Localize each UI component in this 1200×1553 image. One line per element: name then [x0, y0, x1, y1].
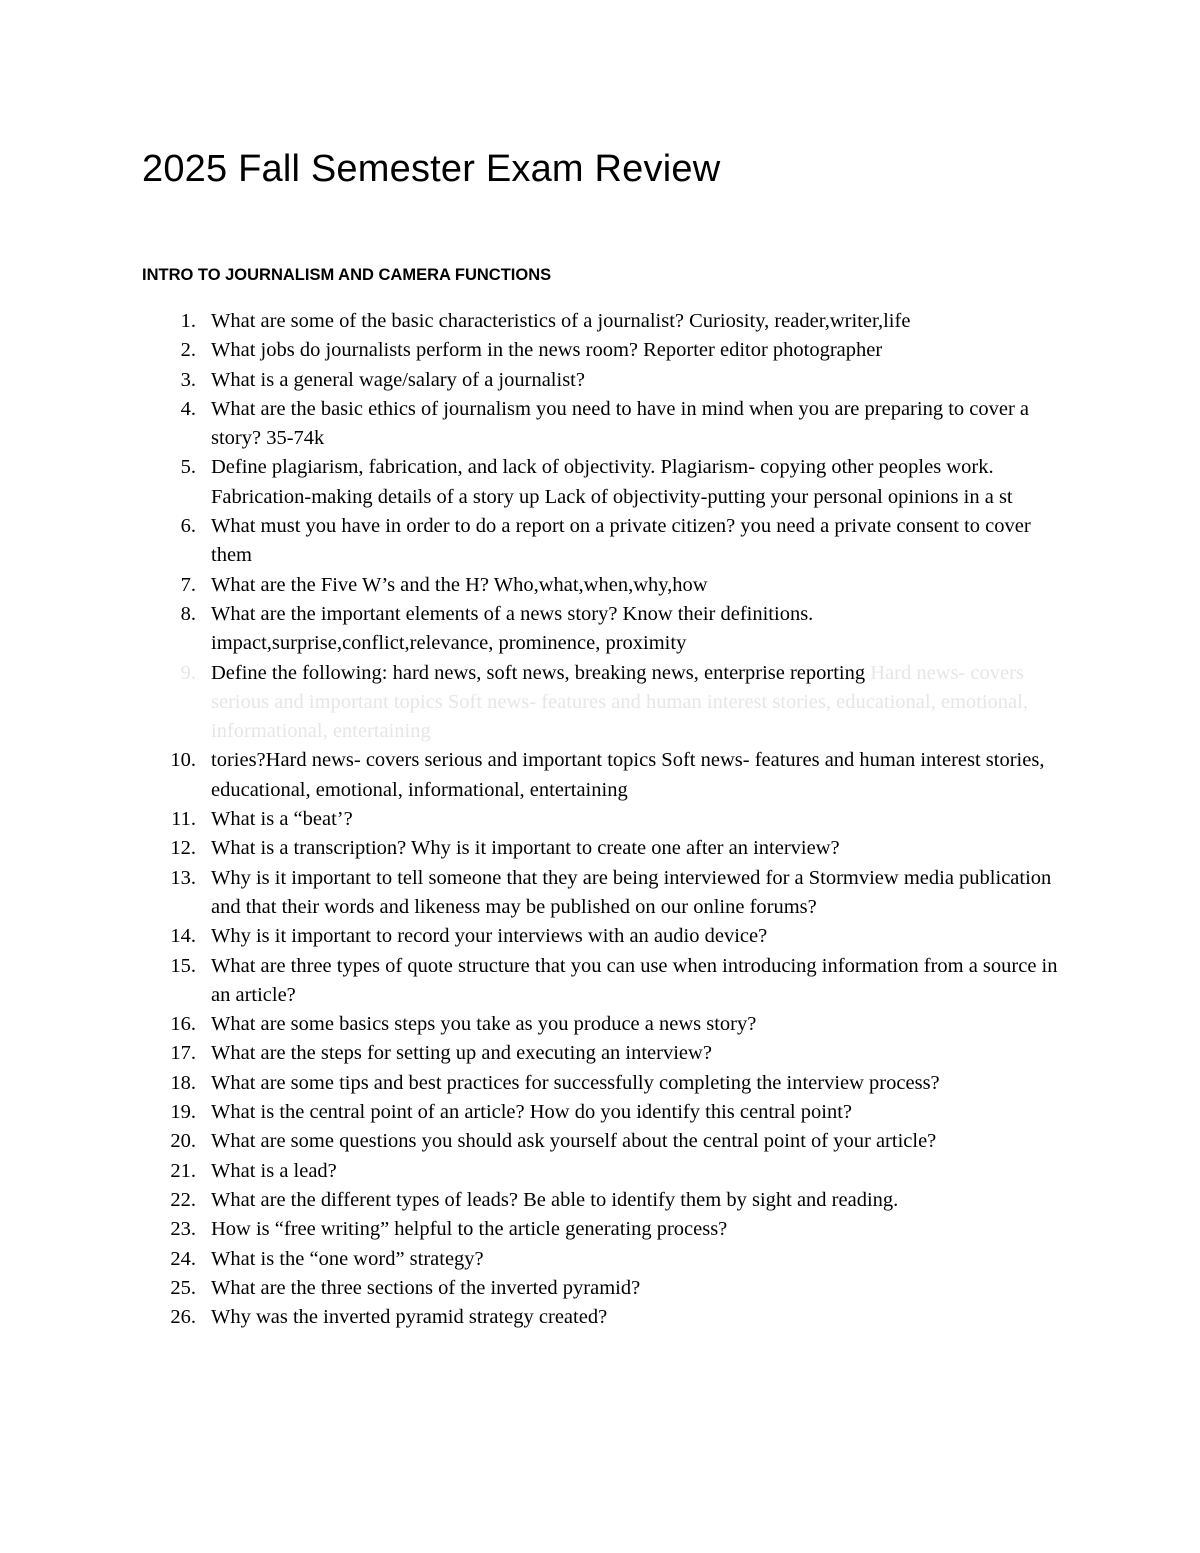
question-number: 12.: [170, 837, 196, 860]
question-number: 25.: [170, 1276, 196, 1299]
question-number: 6.: [180, 515, 196, 538]
question-number: 16.: [170, 1013, 196, 1036]
question-number: 14.: [170, 925, 196, 948]
question-number: 20.: [170, 1130, 196, 1153]
question-number: 17.: [170, 1042, 196, 1065]
question-text: What are the Five W’s and the H? Who,what,when,why,how: [211, 573, 708, 596]
question-number: 8.: [180, 602, 196, 625]
question-number: 24.: [170, 1247, 196, 1270]
question-text: What are the basic ethics of journalism you need to have in mind when you are preparing to cover a story? 35-74k: [211, 397, 1030, 450]
list-item: [0, 805, 1200, 834]
question-number: 21.: [170, 1159, 196, 1182]
question-number: 10.: [170, 749, 196, 772]
question-number: 13.: [170, 866, 196, 889]
question-text: What are the steps for setting up and executing an interview?: [211, 1042, 712, 1065]
question-text: What is a lead?: [211, 1159, 337, 1182]
question-number: 18.: [170, 1071, 196, 1094]
list-item: [0, 336, 1200, 365]
question-number: 5.: [180, 456, 196, 479]
list-item: [0, 864, 1200, 923]
list-item: [0, 1186, 1200, 1215]
list-item: [0, 1127, 1200, 1156]
question-number: 22.: [170, 1188, 196, 1211]
question-text: Define the following: hard news, soft news, breaking news, enterprise reporting: [211, 661, 866, 684]
question-number: 2.: [180, 339, 196, 362]
faded-answer-text: Hard news- covers serious and important topics Soft news- features and human interest stories, educational, emotional, informational, entertaining: [211, 661, 1028, 743]
question-text: What jobs do journalists perform in the news room? Reporter editor photographer: [211, 339, 883, 362]
question-number: 26.: [170, 1306, 196, 1329]
question-number: 4.: [180, 397, 196, 420]
question-text: What is a transcription? Why is it important to create one after an interview?: [211, 837, 840, 860]
list-item: [0, 834, 1200, 863]
question-text: What must you have in order to do a report on a private citizen? you need a private consent to cover them: [211, 515, 1031, 567]
list-item: [0, 746, 1200, 805]
question-number: 1.: [180, 310, 196, 332]
list-item: [0, 1069, 1200, 1098]
question-text: What are the different types of leads? Be able to identify them by sight and reading.: [211, 1188, 899, 1211]
list-item: [0, 1303, 1200, 1332]
question-text: What is a general wage/salary of a journalist?: [211, 368, 585, 391]
section-heading: INTRO TO JOURNALISM AND CAMERA FUNCTIONS: [142, 266, 552, 284]
question-text: What are the three sections of the inverted pyramid?: [211, 1276, 641, 1299]
question-number: 15.: [170, 954, 196, 977]
list-item: [0, 512, 1200, 571]
question-text: What are some questions you should ask yourself about the central point of your article?: [211, 1130, 937, 1153]
question-text: How is “free writing” helpful to the article generating process?: [211, 1218, 728, 1241]
list-item: [0, 1098, 1200, 1127]
list-item: [0, 1245, 1200, 1274]
question-text: Why is it important to record your interviews with an audio device?: [211, 925, 768, 948]
list-item: [0, 307, 1200, 336]
page-title: 2025 Fall Semester Exam Review: [142, 148, 721, 190]
list-item: [0, 922, 1200, 951]
question-text: What are the important elements of a news story? Know their definitions. impact,surprise,conflict,relevance, prominence, proximity: [211, 602, 814, 655]
question-text: What are some tips and best practices for successfully completing the interview process?: [211, 1071, 940, 1094]
question-text: What are some basics steps you take as you produce a news story?: [211, 1013, 757, 1036]
question-number: 9.: [180, 661, 196, 684]
question-text: What is the central point of an article? How do you identify this central point?: [211, 1101, 852, 1124]
question-text: Define plagiarism, fabrication, and lack of objectivity. Plagiarism- copying other peoples work. Fabrication-making details of a story up Lack of objectivity-putting your personal opinions in a st: [211, 456, 1013, 508]
list-item: [0, 366, 1200, 395]
list-item: [0, 395, 1200, 454]
question-text: Why was the inverted pyramid strategy created?: [211, 1306, 608, 1329]
list-item: [0, 659, 1200, 747]
list-item: [0, 1010, 1200, 1039]
question-number: 23.: [170, 1218, 196, 1241]
list-item: [0, 1157, 1200, 1186]
question-text: What is a “beat’?: [211, 808, 353, 831]
question-number: 19.: [170, 1101, 196, 1124]
list-item: [0, 600, 1200, 659]
question-number: 11.: [171, 808, 196, 831]
question-text: tories?Hard news- covers serious and important topics Soft news- features and human interest stories, educational, emotional, informational, entertaining: [211, 749, 1045, 801]
list-item: [0, 1039, 1200, 1068]
list-item: [0, 1215, 1200, 1244]
question-text: Why is it important to tell someone that they are being interviewed for a Stormview media publication and that their words and likeness may be published on our online forums?: [211, 866, 1052, 918]
list-item: [0, 1274, 1200, 1303]
question-list: [0, 307, 1200, 1332]
question-text: What are some of the basic characteristics of a journalist? Curiosity, reader,writer,life: [211, 310, 911, 332]
question-number: 3.: [180, 368, 196, 391]
question-text: What are three types of quote structure that you can use when introducing information from a source in an article?: [211, 954, 1058, 1006]
list-item: [0, 952, 1200, 1011]
question-number: 7.: [180, 573, 196, 596]
question-text: What is the “one word” strategy?: [211, 1247, 484, 1270]
list-item: [0, 453, 1200, 512]
list-item: [0, 571, 1200, 600]
